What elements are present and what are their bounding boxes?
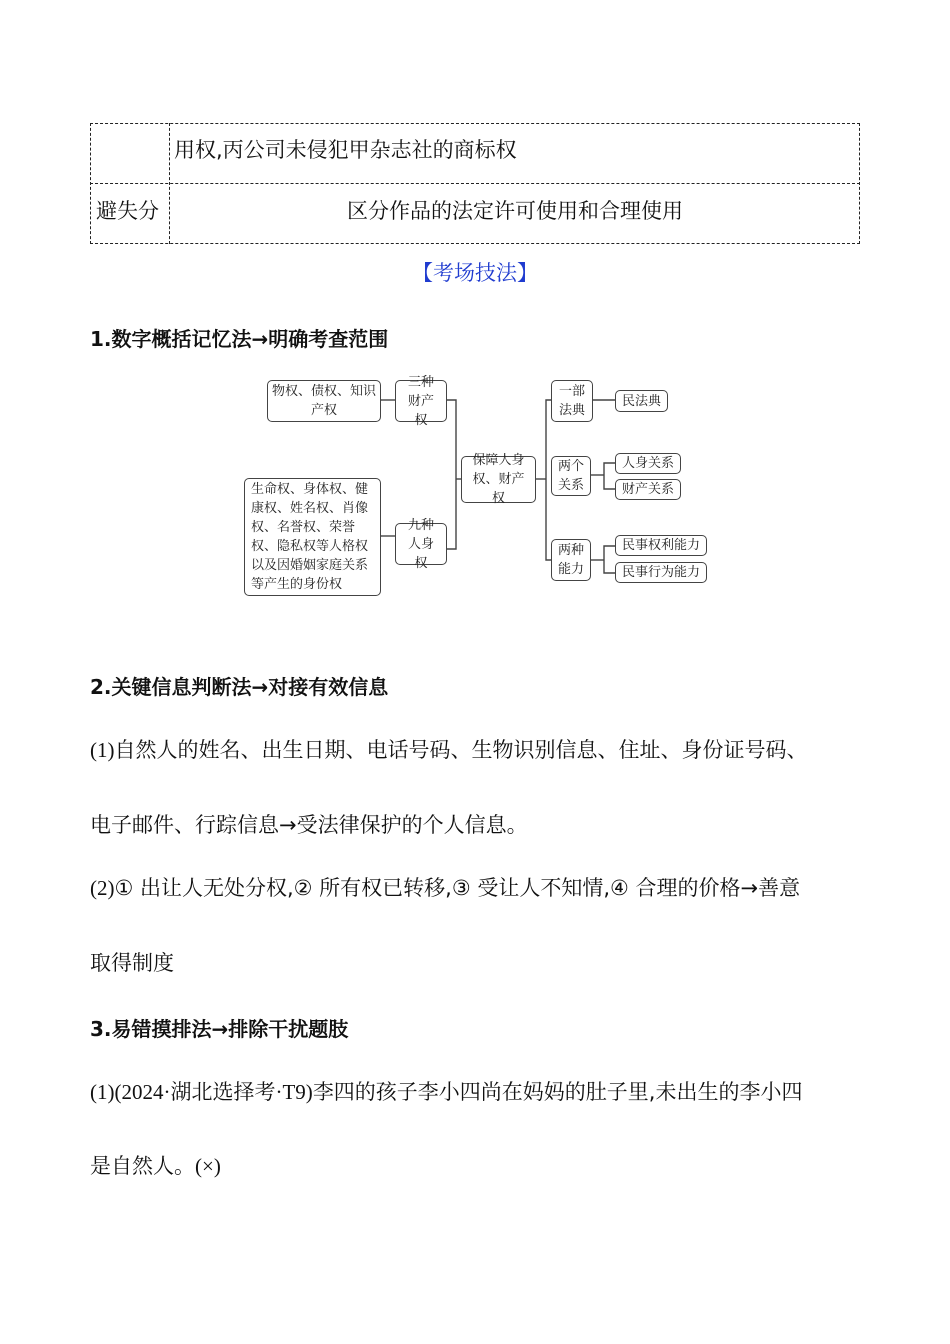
- answer-mark: (×): [195, 1154, 221, 1178]
- item-number: (1): [90, 738, 115, 762]
- item-source: (1)(2024·: [90, 1080, 171, 1104]
- item-number: (2): [90, 876, 115, 900]
- section3-para1-line1: [90, 1077, 803, 1107]
- section2-para2-line2: 取得制度: [90, 951, 174, 975]
- box-nine-personal-rights: 九种人身权: [395, 523, 447, 565]
- box-property-relations: 财产关系: [615, 479, 681, 500]
- table-row1-text: 用权,丙公司未侵犯甲杂志社的商标权: [174, 138, 517, 162]
- table-row2-text: 区分作品的法定许可使用和合理使用: [347, 199, 683, 223]
- item-source-exam: 湖北选择考: [170, 1080, 276, 1104]
- box-civil-code: 民法典: [615, 390, 668, 412]
- box-two-capacities: 两种能力: [551, 539, 591, 581]
- box-two-relations: 两个关系: [551, 456, 591, 496]
- para-text: 自然人的姓名、出生日期、电话号码、生物识别信息、住址、身份证号码、: [114, 738, 808, 762]
- civil-code-diagram: [240, 372, 720, 604]
- section2-title: 2.关键信息判断法→对接有效信息: [90, 675, 389, 699]
- box-capacity-acts: 民事行为能力: [615, 562, 707, 583]
- section3-title: 3.易错摸排法→排除干扰题肢: [90, 1017, 349, 1041]
- section3-para1-line2: [90, 1151, 221, 1181]
- para-text: ① 出让人无处分权,② 所有权已转移,③ 受让人不知情,④ 合理的价格→善意: [114, 876, 801, 900]
- section2-para2-line1: [90, 873, 800, 903]
- box-protect-rights: 保障人身权、财产权: [461, 456, 536, 503]
- section2-para1-line1: [90, 735, 808, 765]
- section-heading: 【考场技法】: [412, 261, 538, 285]
- section2-para1-line2: 电子邮件、行踪信息→受法律保护的个人信息。: [90, 813, 528, 837]
- para-text: 是自然人。: [90, 1154, 195, 1178]
- section1-title: 1.数字概括记忆法→明确考查范围: [90, 327, 389, 351]
- box-one-code: 一部法典: [551, 380, 593, 422]
- item-source-num: ·T9): [275, 1080, 313, 1104]
- box-capacity-rights: 民事权利能力: [615, 535, 707, 556]
- para-text: 李四的孩子李小四尚在妈妈的肚子里,未出生的李小四: [312, 1080, 803, 1104]
- box-three-property-rights: 三种财产权: [395, 380, 447, 422]
- box-personal-relations: 人身关系: [615, 453, 681, 474]
- table-row2-label: 避失分: [96, 199, 159, 223]
- comparison-table: [90, 123, 860, 244]
- box-property-rights: 物权、债权、知识产权: [267, 380, 381, 422]
- box-personal-rights-list: 生命权、身体权、健康权、姓名权、肖像权、名誉权、荣誉权、隐私权等人格权以及因婚姻家庭关系等产生的身份权: [244, 478, 381, 596]
